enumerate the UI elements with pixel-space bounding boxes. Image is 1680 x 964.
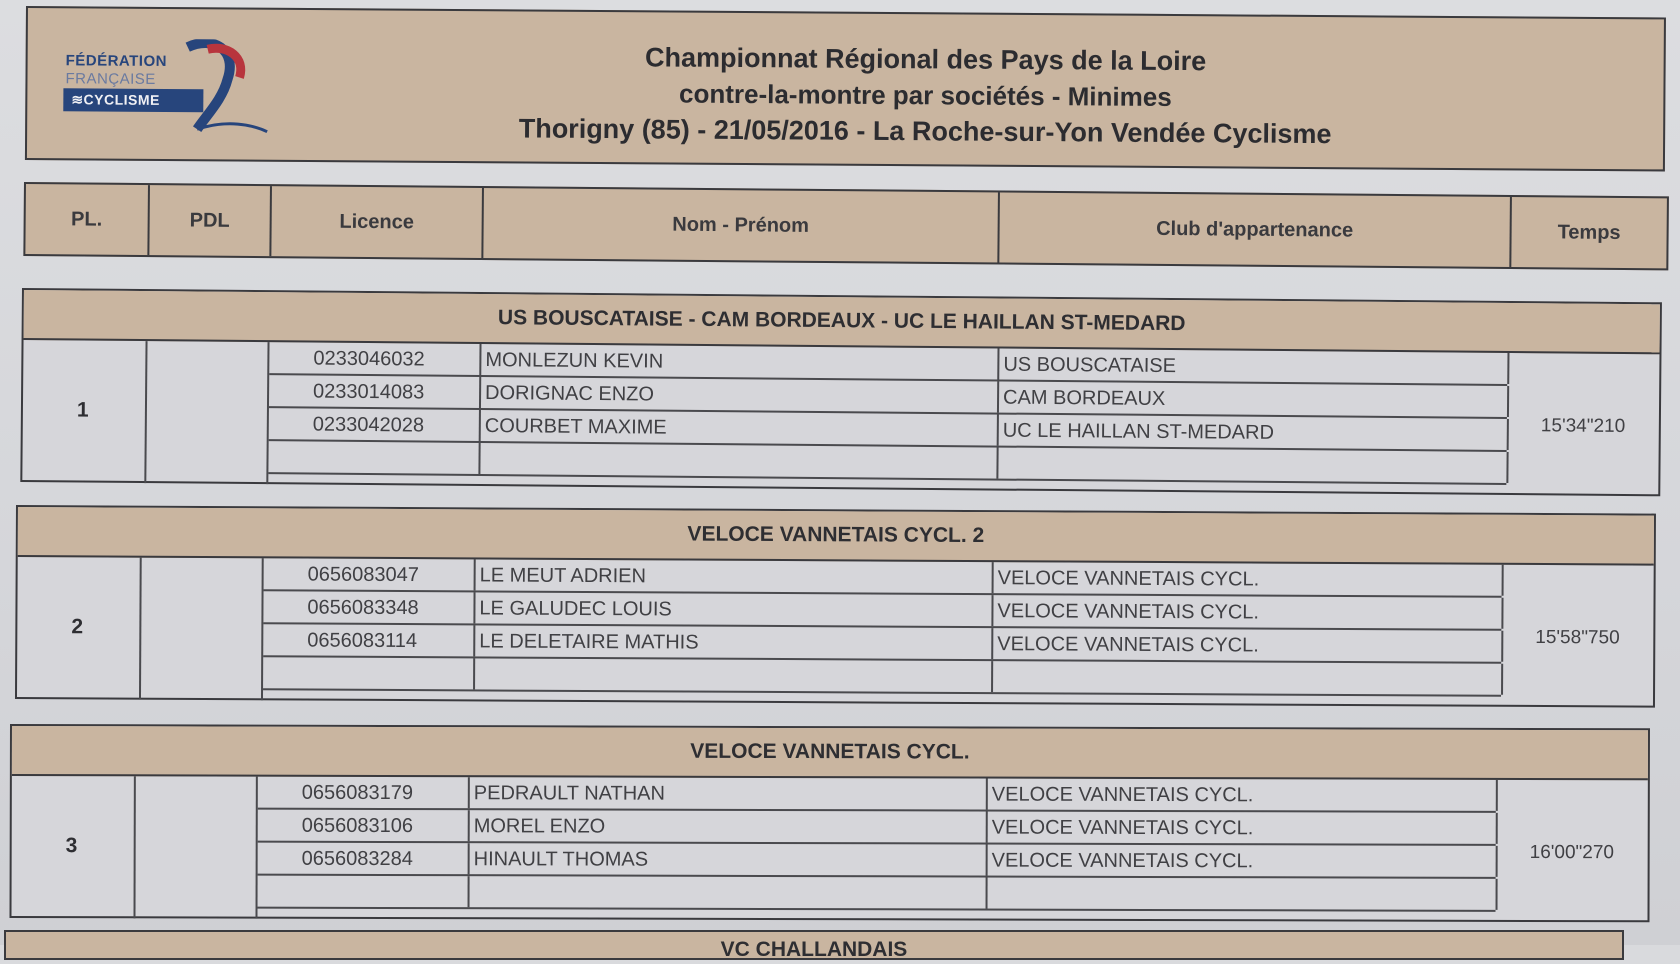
rider-row bbox=[263, 657, 1501, 696]
rider-row bbox=[258, 777, 1496, 813]
rider-row bbox=[258, 810, 1496, 846]
team-time: 16'00"270 bbox=[1529, 841, 1615, 864]
rider-club: VELOCE VANNETAIS CYCL. bbox=[991, 816, 1254, 840]
rider-licence: 0233046032 bbox=[313, 347, 425, 371]
column-header-bar bbox=[23, 182, 1669, 270]
col-header-pl: PL. bbox=[25, 184, 150, 255]
rider-licence: 0656083348 bbox=[307, 596, 419, 620]
rider-name: LE GALUDEC LOUIS bbox=[479, 597, 672, 621]
team-name: US BOUSCATAISE - CAM BORDEAUX - UC LE HAILLAN ST-MEDARD bbox=[24, 290, 1660, 354]
col-header-club: Club d'appartenance bbox=[999, 193, 1512, 267]
rider-club: UC LE HAILLAN ST-MEDARD bbox=[1002, 419, 1275, 444]
rider-name: LE MEUT ADRIEN bbox=[479, 564, 647, 588]
col-header-licence: Licence bbox=[271, 186, 484, 258]
rider-club: CAM BORDEAUX bbox=[1002, 386, 1166, 410]
cyclist-swoosh-icon bbox=[167, 39, 278, 136]
team-block bbox=[15, 505, 1656, 708]
rider-licence: 0656083047 bbox=[307, 563, 419, 587]
pdl-cell bbox=[135, 776, 257, 918]
rider-club: US BOUSCATAISE bbox=[1003, 353, 1177, 378]
rider-club: VELOCE VANNETAIS CYCL. bbox=[997, 633, 1259, 657]
team-time: 15'58"750 bbox=[1535, 626, 1620, 649]
team-time: 15'34"210 bbox=[1540, 415, 1626, 437]
ffc-logo bbox=[57, 38, 268, 135]
pdl-cell bbox=[141, 558, 264, 701]
place-cell bbox=[22, 340, 147, 483]
rider-name: COURBET MAXIME bbox=[484, 415, 667, 439]
rider-name: MOREL ENZO bbox=[473, 815, 606, 838]
rider-name: LE DELETAIRE MATHIS bbox=[479, 630, 699, 654]
team-place: 3 bbox=[65, 834, 78, 858]
title-banner bbox=[25, 6, 1666, 171]
team-name: VELOCE VANNETAIS CYCL. 2 bbox=[18, 507, 1654, 566]
place-cell bbox=[11, 776, 135, 918]
rider-licence: 0656083284 bbox=[301, 847, 413, 871]
team-block-partial bbox=[4, 930, 1624, 960]
team-place: 1 bbox=[76, 398, 89, 422]
logo-text-francaise: FRANÇAISE bbox=[65, 70, 156, 88]
rider-club: VELOCE VANNETAIS CYCL. bbox=[997, 567, 1260, 591]
place-cell bbox=[17, 557, 142, 700]
logo-text-federation: FÉDÉRATION bbox=[65, 52, 168, 70]
pdl-cell bbox=[146, 341, 269, 484]
rider-name: MONLEZUN KEVIN bbox=[485, 349, 664, 373]
rider-club: VELOCE VANNETAIS CYCL. bbox=[997, 600, 1260, 624]
team-name-partial: VC CHALLANDAIS bbox=[720, 938, 908, 961]
team-block bbox=[20, 288, 1662, 496]
rider-licence: 0656083106 bbox=[301, 814, 413, 838]
rider-club: VELOCE VANNETAIS CYCL. bbox=[991, 783, 1254, 807]
rider-club: VELOCE VANNETAIS CYCL. bbox=[991, 849, 1254, 873]
team-block bbox=[9, 724, 1650, 922]
rider-licence: 0656083179 bbox=[301, 781, 414, 805]
rider-row bbox=[258, 876, 1496, 912]
event-subtitle: contre-la-montre par sociétés - Minimes bbox=[678, 78, 1172, 113]
rider-licence: 0656083114 bbox=[307, 629, 418, 653]
team-place: 2 bbox=[71, 615, 84, 639]
championship-title: Championnat Régional des Pays de la Loire bbox=[644, 42, 1207, 77]
event-place-date: Thorigny (85) - 21/05/2016 - La Roche-sur-Yon Vendée Cyclisme bbox=[518, 113, 1332, 150]
rider-name: PEDRAULT NATHAN bbox=[473, 782, 666, 805]
rider-licence: 0233014083 bbox=[313, 380, 425, 404]
rider-licence: 0233042028 bbox=[312, 413, 425, 437]
col-header-pdl: PDL bbox=[149, 185, 272, 256]
team-name: VELOCE VANNETAIS CYCL. bbox=[12, 726, 1648, 780]
rider-name: DORIGNAC ENZO bbox=[485, 382, 655, 406]
logo-text-cyclisme: ≋CYCLISME bbox=[63, 88, 203, 112]
col-header-temps: Temps bbox=[1557, 220, 1621, 244]
rider-row bbox=[258, 843, 1496, 879]
rider-name: HINAULT THOMAS bbox=[473, 848, 649, 871]
col-header-nom: Nom - Prénom bbox=[483, 188, 1000, 263]
